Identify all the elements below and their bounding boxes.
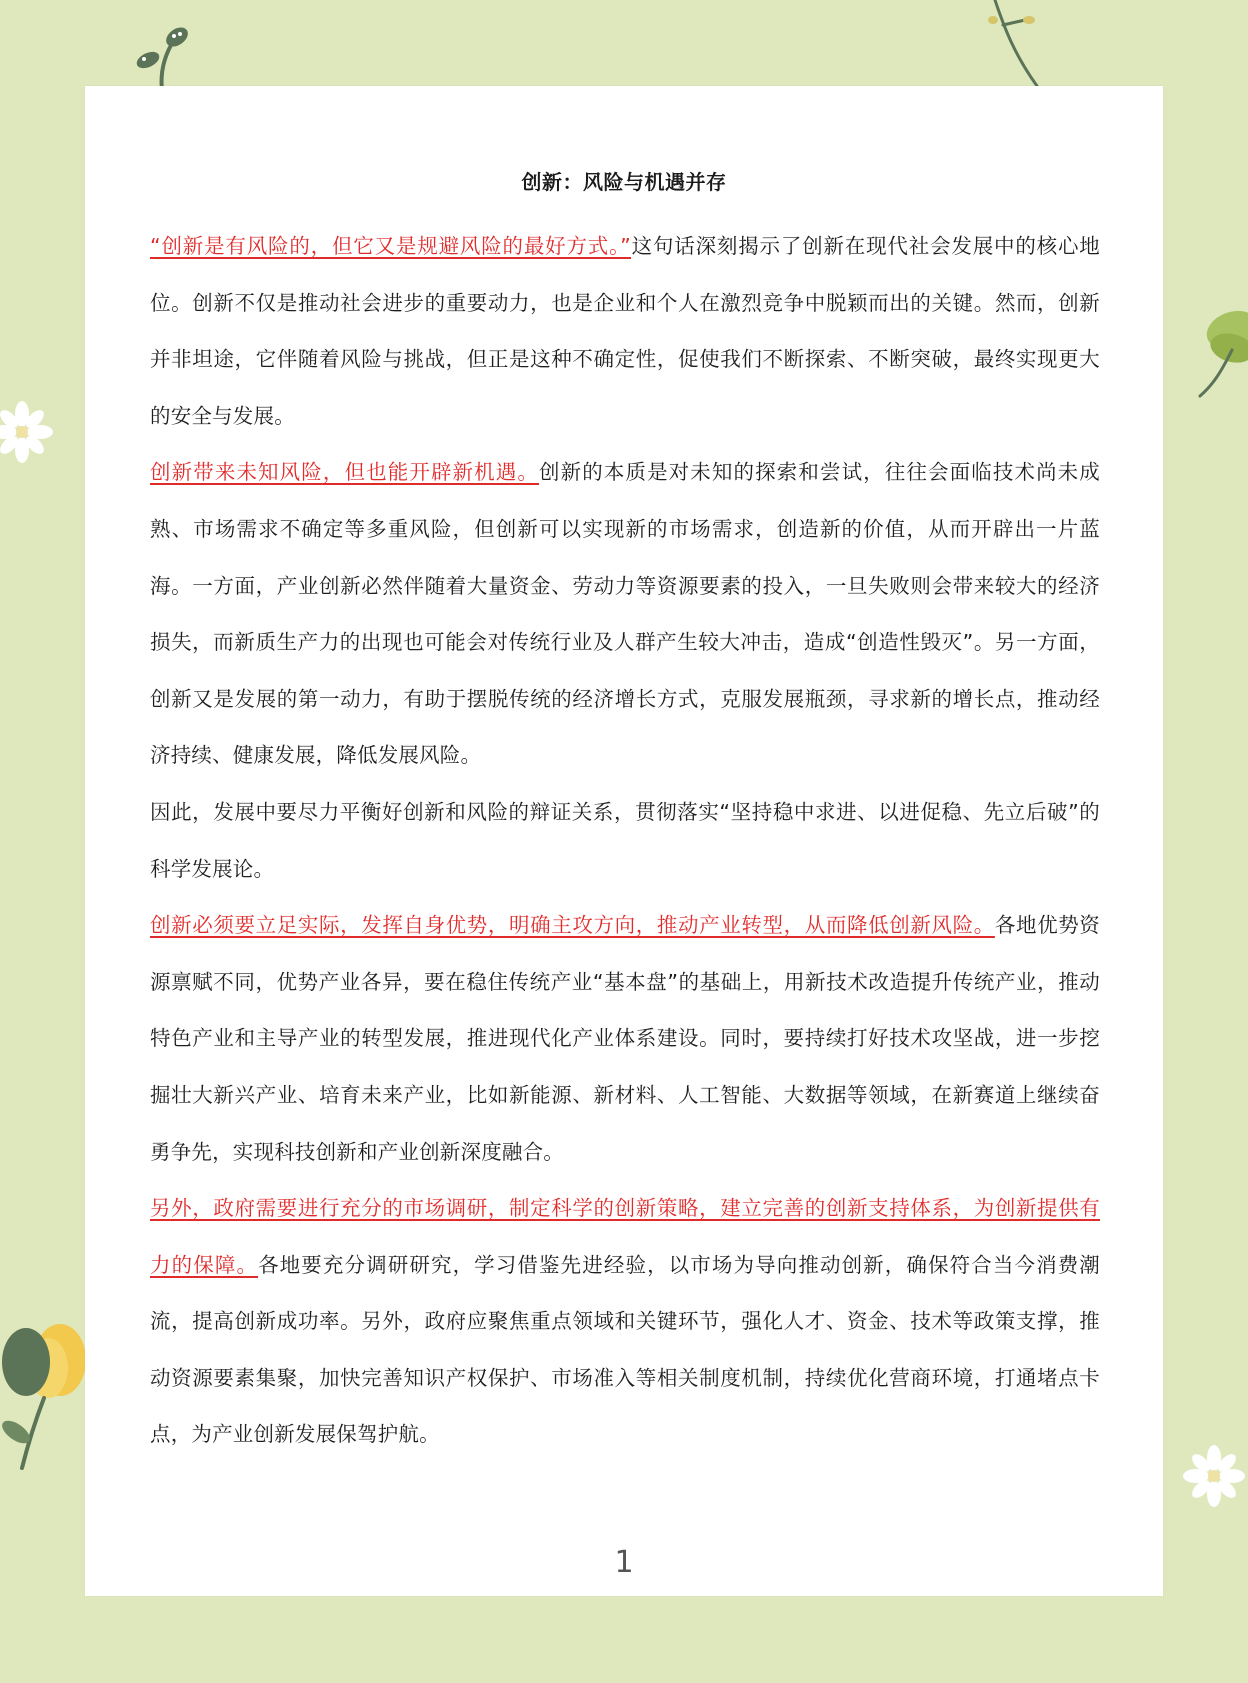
- paragraph-text: 因此，发展中要尽力平衡好创新和风险的辩证关系，贯彻落实“坚持稳中求进、以进促稳、先立后破”的科学发展论。: [150, 799, 1100, 881]
- daisy-flower-icon: [0, 398, 60, 468]
- yellow-flower-bud-icon: [0, 1320, 90, 1470]
- leaf-sprig-icon: [122, 22, 202, 92]
- highlighted-sentence: 另外，政府需要进行充分的市场调研，制定科学的创新策略，建立完善的创新支持体系，为创新提供有力的保障。: [150, 1196, 1100, 1277]
- daisy-flower-icon: [1178, 1440, 1248, 1510]
- paragraph-2: [150, 444, 1100, 784]
- highlighted-quote: “创新是有风险的，但它又是规避风险的最好方式。”: [150, 234, 631, 258]
- document-body: [150, 218, 1100, 1463]
- paragraph-text: 创新的本质是对未知的探索和尝试，往往会面临技术尚未成熟、市场需求不确定等多重风险，但创新可以实现新的市场需求，创造新的价值，从而开辟出一片蓝海。一方面，产业创新必然伴随着大量资金、劳动力等资源要素的投入，一旦失败则会带来较大的经济损失，而新质生产力的出现也可能会对传统行业及人群产生较大冲击，造成“创造性毁灭”。另一方面，创新又是发展的第一动力，有助于摆脱传统的经济增长方式，克服发展瓶颈，寻求新的增长点，推动经济持续、健康发展，降低发展风险。: [150, 460, 1100, 768]
- document-title: 创新：风险与机遇并存: [521, 170, 727, 194]
- green-leaf-icon: [1192, 300, 1248, 400]
- paragraph-5: [150, 1180, 1100, 1463]
- paragraph-1: [150, 218, 1100, 444]
- highlighted-sentence: 创新带来未知风险，但也能开辟新机遇。: [150, 460, 540, 485]
- paragraph-4: [150, 897, 1100, 1180]
- paragraph-text: 这句话深刻揭示了创新在现代社会发展中的核心地位。创新不仅是推动社会进步的重要动力，也是企业和个人在激烈竞争中脱颖而出的关键。然而，创新并非坦途，它伴随着风险与挑战，但正是这种不确定性，促使我们不断探索、不断突破，最终实现更大的安全与发展。: [150, 234, 1100, 428]
- paragraph-text: 各地要充分调研研究，学习借鉴先进经验，以市场为导向推动创新，确保符合当今消费潮流，提高创新成功率。另外，政府应聚焦重点领域和关键环节，强化人才、资金、技术等政策支撑，推动资源要素集聚，加快完善知识产权保护、市场准入等相关制度机制，持续优化营商环境，打通堵点卡点，为产业创新发展保驾护航。: [150, 1252, 1100, 1447]
- highlighted-sentence: 创新必须要立足实际，发挥自身优势，明确主攻方向，推动产业转型，从而降低创新风险。: [150, 913, 995, 938]
- twig-icon: [985, 0, 1055, 88]
- paragraph-text: 各地优势资源禀赋不同，优势产业各异，要在稳住传统产业“基本盘”的基础上，用新技术改造提升传统产业，推动特色产业和主导产业的转型发展，推进现代化产业体系建设。同时，要持续打好技术攻坚战，进一步挖掘壮大新兴产业、培育未来产业，比如新能源、新材料、人工智能、大数据等领域，在新赛道上继续奋勇争先，实现科技创新和产业创新深度融合。: [150, 913, 1101, 1164]
- paragraph-3: [150, 784, 1100, 897]
- page-number: 1: [614, 1545, 634, 1580]
